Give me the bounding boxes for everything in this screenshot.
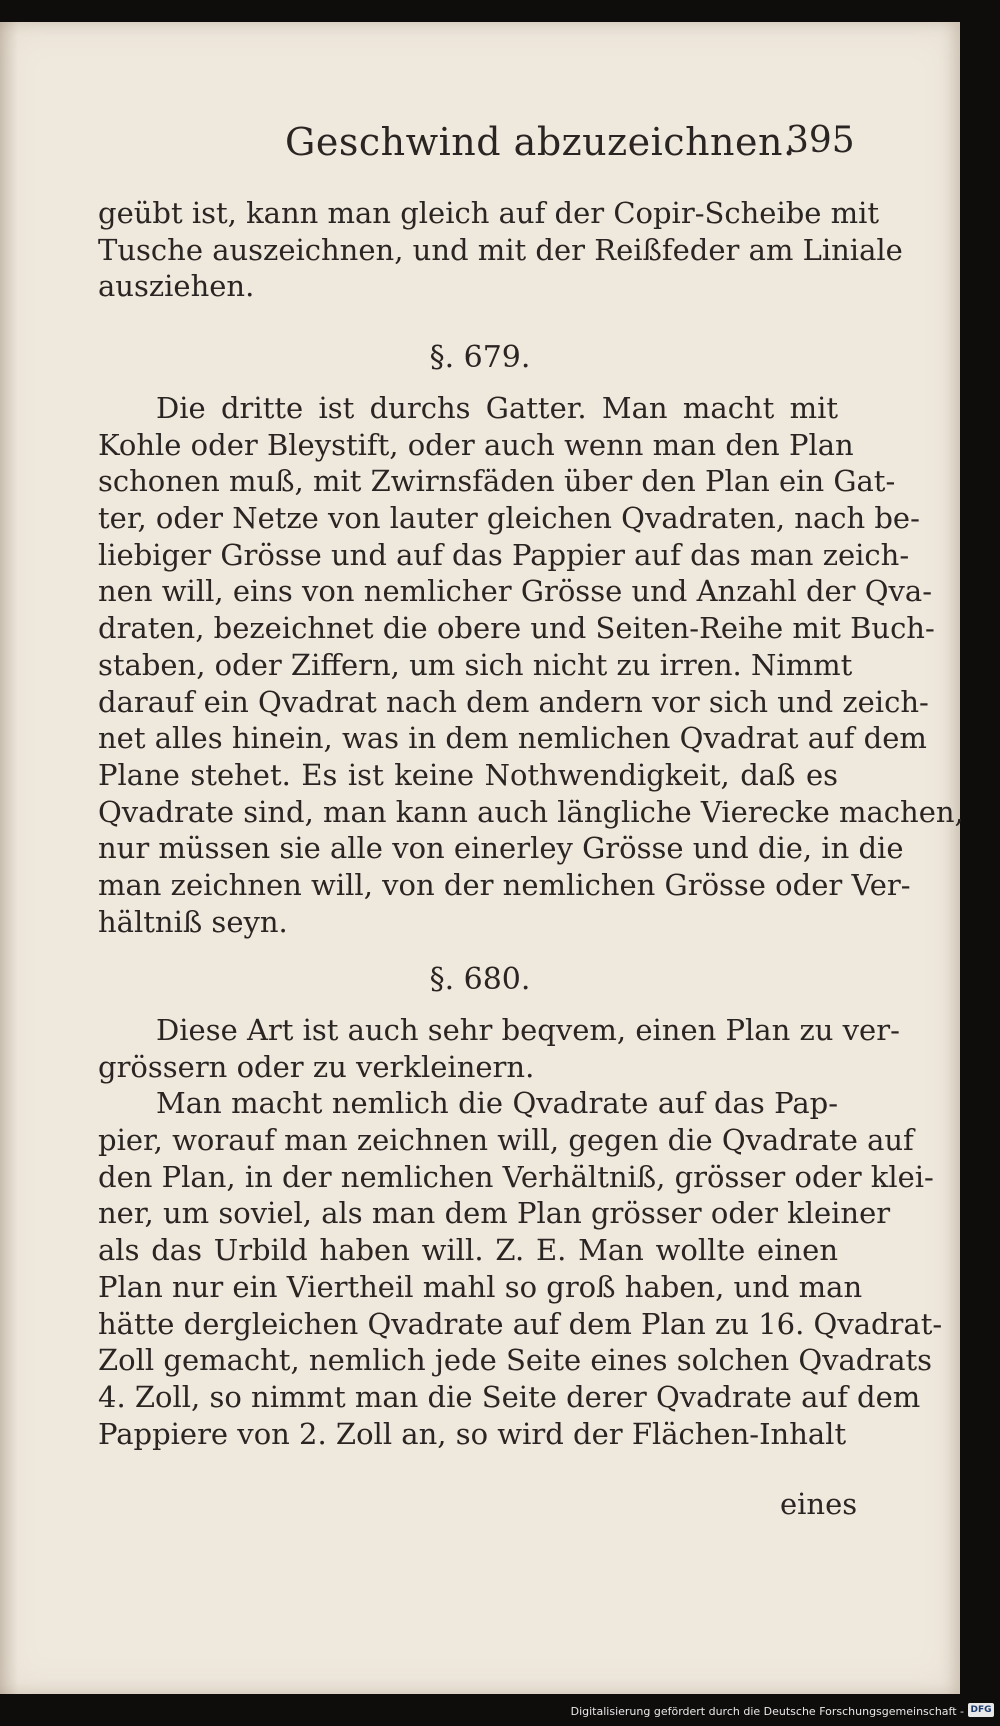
text-line: Zoll gemacht, nemlich jede Seite eines solchen Qvadrats [98, 1343, 933, 1378]
section-heading-679: §. 679. [429, 340, 531, 375]
text-line: ausziehen. [98, 269, 255, 304]
page-gutter-shadow [0, 22, 18, 1694]
text-line: net alles hinein, was in dem nemlichen Qvadrat auf dem [98, 721, 927, 756]
text-line: man zeichnen will, von der nemlichen Grösse oder Ver- [98, 867, 911, 902]
section-679-body [98, 390, 964, 940]
text-line: Pappiere von 2. Zoll an, so wird der Flächen-Inhalt [98, 1416, 847, 1451]
text-line: Qvadrate sind, man kann auch längliche Vierecke machen, [98, 794, 964, 829]
text-line: geübt ist, kann man gleich auf der Copir-Scheibe mit [98, 196, 880, 230]
text-line: hältniß seyn. [98, 904, 288, 939]
text-line: grössern oder zu verkleinern. [98, 1049, 535, 1084]
text-line: hätte dergleichen Qvadrate auf dem Plan zu 16. Qvadrat- [98, 1306, 943, 1341]
paragraph-continuation [98, 195, 903, 305]
text-line: ner, um soviel, als man dem Plan grösser oder kleiner [98, 1196, 891, 1231]
text-line: nur müssen sie alle von einerley Grösse und die, in die [98, 831, 904, 866]
catchword: eines [780, 1487, 858, 1521]
text-line: Plan nur ein Viertheil mahl so groß haben, und man [98, 1269, 863, 1304]
text-line: den Plan, in der nemlichen Verhältniß, grösser oder klei- [98, 1159, 934, 1194]
text-line: als das Urbild haben will. Z. E. Man wollte einen [98, 1233, 838, 1268]
text-line: nen will, eins von nemlicher Grösse und Anzahl der Qva- [98, 574, 933, 609]
text-line: 4. Zoll, so nimmt man die Seite derer Qvadrate auf dem [98, 1379, 921, 1414]
text-line: Man macht nemlich die Qvadrate auf das Pap- [156, 1086, 838, 1121]
running-head [0, 120, 960, 180]
digitization-credit: Digitalisierung gefördert durch die Deutsche Forschungsgemeinschaft - [570, 1705, 964, 1718]
text-line: staben, oder Ziffern, um sich nicht zu irren. Nimmt [98, 647, 853, 682]
text-line: Die dritte ist durchs Gatter. Man macht mit [156, 391, 838, 425]
text-line: Tusche auszeichnen, und mit der Reißfeder am Liniale [98, 232, 903, 267]
dfg-logo: DFG [968, 1703, 994, 1717]
text-line: ter, oder Netze von lauter gleichen Qvadraten, nach be- [98, 501, 920, 536]
text-line: darauf ein Qvadrat nach dem andern vor sich und zeich- [98, 684, 929, 719]
section-heading-680: §. 680. [429, 962, 531, 997]
text-line: draten, bezeichnet die obere und Seiten-Reihe mit Buch- [98, 611, 935, 646]
page-number: 395 [786, 120, 855, 161]
text-line: pier, worauf man zeichnen will, gegen die Qvadrate auf [98, 1123, 914, 1158]
running-title: Geschwind abzuzeichnen. [285, 120, 796, 164]
text-line: Diese Art ist auch sehr beqvem, einen Plan zu ver- [156, 1013, 900, 1047]
text-line: schonen muß, mit Zwirnsfäden über den Plan ein Gat- [98, 464, 896, 499]
section-680-body [98, 1012, 943, 1452]
text-line: Kohle oder Bleystift, oder auch wenn man den Plan [98, 427, 854, 462]
text-line: Plane stehet. Es ist keine Nothwendigkeit, daß es [98, 757, 838, 792]
text-line: liebiger Grösse und auf das Pappier auf das man zeich- [98, 537, 910, 572]
book-page [0, 22, 964, 1694]
